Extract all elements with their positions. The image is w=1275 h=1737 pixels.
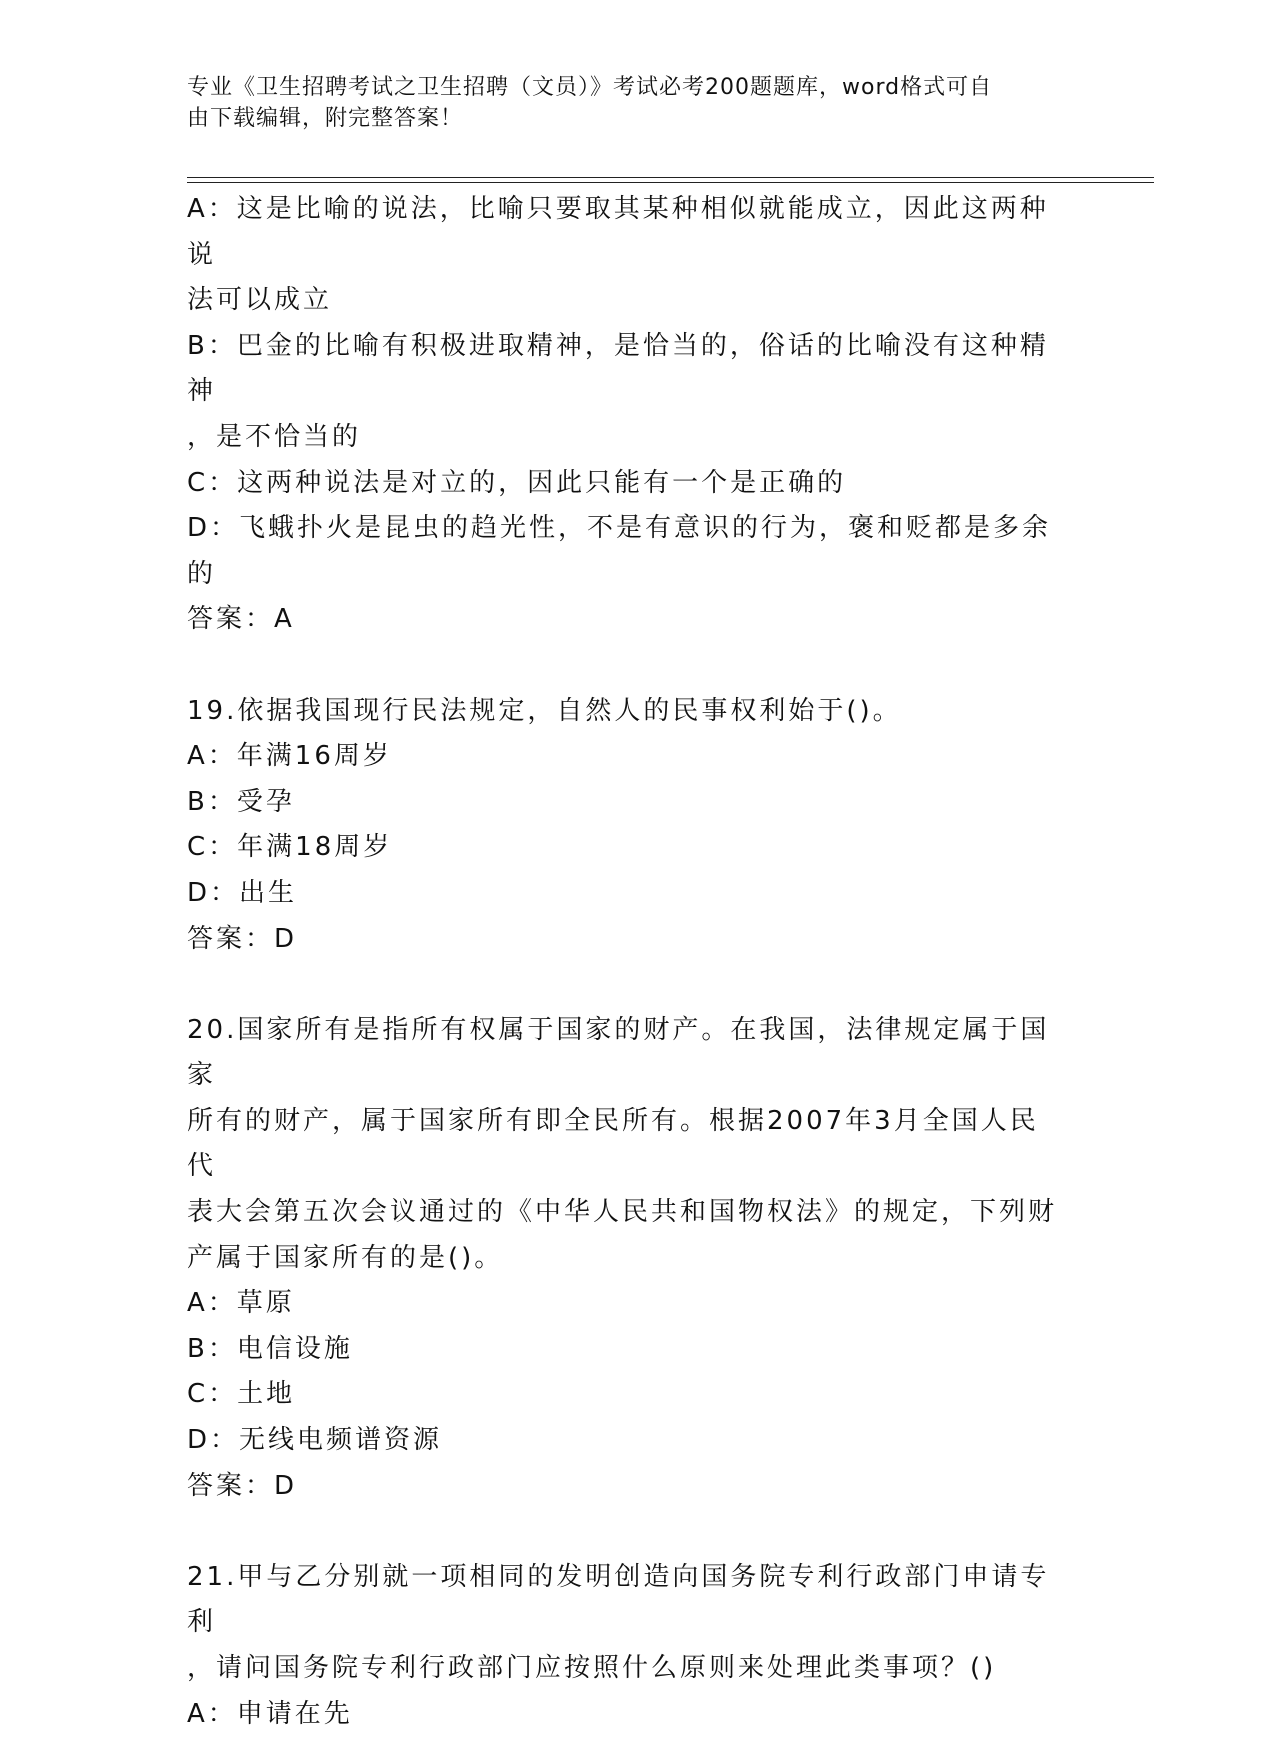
question-19 bbox=[187, 689, 1067, 963]
header-divider-bottom bbox=[187, 182, 1154, 183]
question-18-options bbox=[187, 187, 1067, 643]
q21-stem-line-2: ，请问国务院专利行政部门应按照什么原则来处理此类事项？() bbox=[187, 1653, 997, 1683]
q21-stem-line-1: 21.甲与乙分别就一项相同的发明创造向国务院专利行政部门申请专利 bbox=[187, 1561, 1050, 1638]
question-list bbox=[187, 187, 1067, 1737]
header-divider-top bbox=[187, 177, 1154, 178]
q19-option-a: A：年满16周岁 bbox=[187, 741, 392, 772]
spacer bbox=[187, 643, 1067, 689]
q20-stem-line-3: 表大会第五次会议通过的《中华人民共和国物权法》的规定，下列财 bbox=[187, 1197, 1058, 1228]
question-20 bbox=[187, 1008, 1067, 1510]
header-title-line-1: 专业《卫生招聘考试之卫生招聘（文员）》考试必考200题题库，word格式可自 bbox=[187, 75, 993, 100]
q20-option-d: D：无线电频谱资源 bbox=[187, 1425, 443, 1456]
q20-stem-line-1: 20.国家所有是指所有权属于国家的财产。在我国，法律规定属于国家 bbox=[187, 1014, 1050, 1091]
spacer bbox=[187, 1509, 1067, 1555]
q18-answer: 答案：A bbox=[187, 604, 295, 635]
question-21 bbox=[187, 1555, 1067, 1737]
q18-option-c: C：这两种说法是对立的，因此只能有一个是正确的 bbox=[187, 467, 847, 498]
q19-stem: 19.依据我国现行民法规定，自然人的民事权利始于()。 bbox=[187, 695, 902, 726]
q18-option-b-line-1: B：巴金的比喻有积极进取精神，是恰当的，俗话的比喻没有这种精神 bbox=[187, 330, 1049, 407]
q18-option-b-line-2: ，是不恰当的 bbox=[187, 421, 362, 452]
q20-stem-line-4: 产属于国家所有的是()。 bbox=[187, 1242, 504, 1273]
header-title-line-2: 由下载编辑，附完整答案！ bbox=[187, 106, 464, 131]
q19-option-c: C：年满18周岁 bbox=[187, 832, 393, 863]
q19-option-b: B：受孕 bbox=[187, 786, 295, 817]
spacer bbox=[187, 962, 1067, 1008]
q20-option-c: C：土地 bbox=[187, 1379, 296, 1410]
q19-answer: 答案：D bbox=[187, 923, 298, 954]
q20-option-a: A：草原 bbox=[187, 1288, 295, 1319]
q18-option-a-line-1: A：这是比喻的说法，比喻只要取其某种相似就能成立，因此这两种说 bbox=[187, 194, 1049, 270]
document-header bbox=[187, 72, 1067, 134]
q19-option-d: D：出生 bbox=[187, 877, 298, 908]
q18-option-a-line-2: 法可以成立 bbox=[187, 285, 333, 316]
q20-answer: 答案：D bbox=[187, 1470, 298, 1501]
q20-option-b: B：电信设施 bbox=[187, 1333, 353, 1364]
q20-stem-line-2: 所有的财产，属于国家所有即全民所有。根据2007年3月全国人民代 bbox=[187, 1105, 1039, 1182]
q21-option-a: A：申请在先 bbox=[187, 1698, 353, 1729]
q18-option-d: D：飞蛾扑火是昆虫的趋光性，不是有意识的行为，褒和贬都是多余的 bbox=[187, 513, 1052, 589]
